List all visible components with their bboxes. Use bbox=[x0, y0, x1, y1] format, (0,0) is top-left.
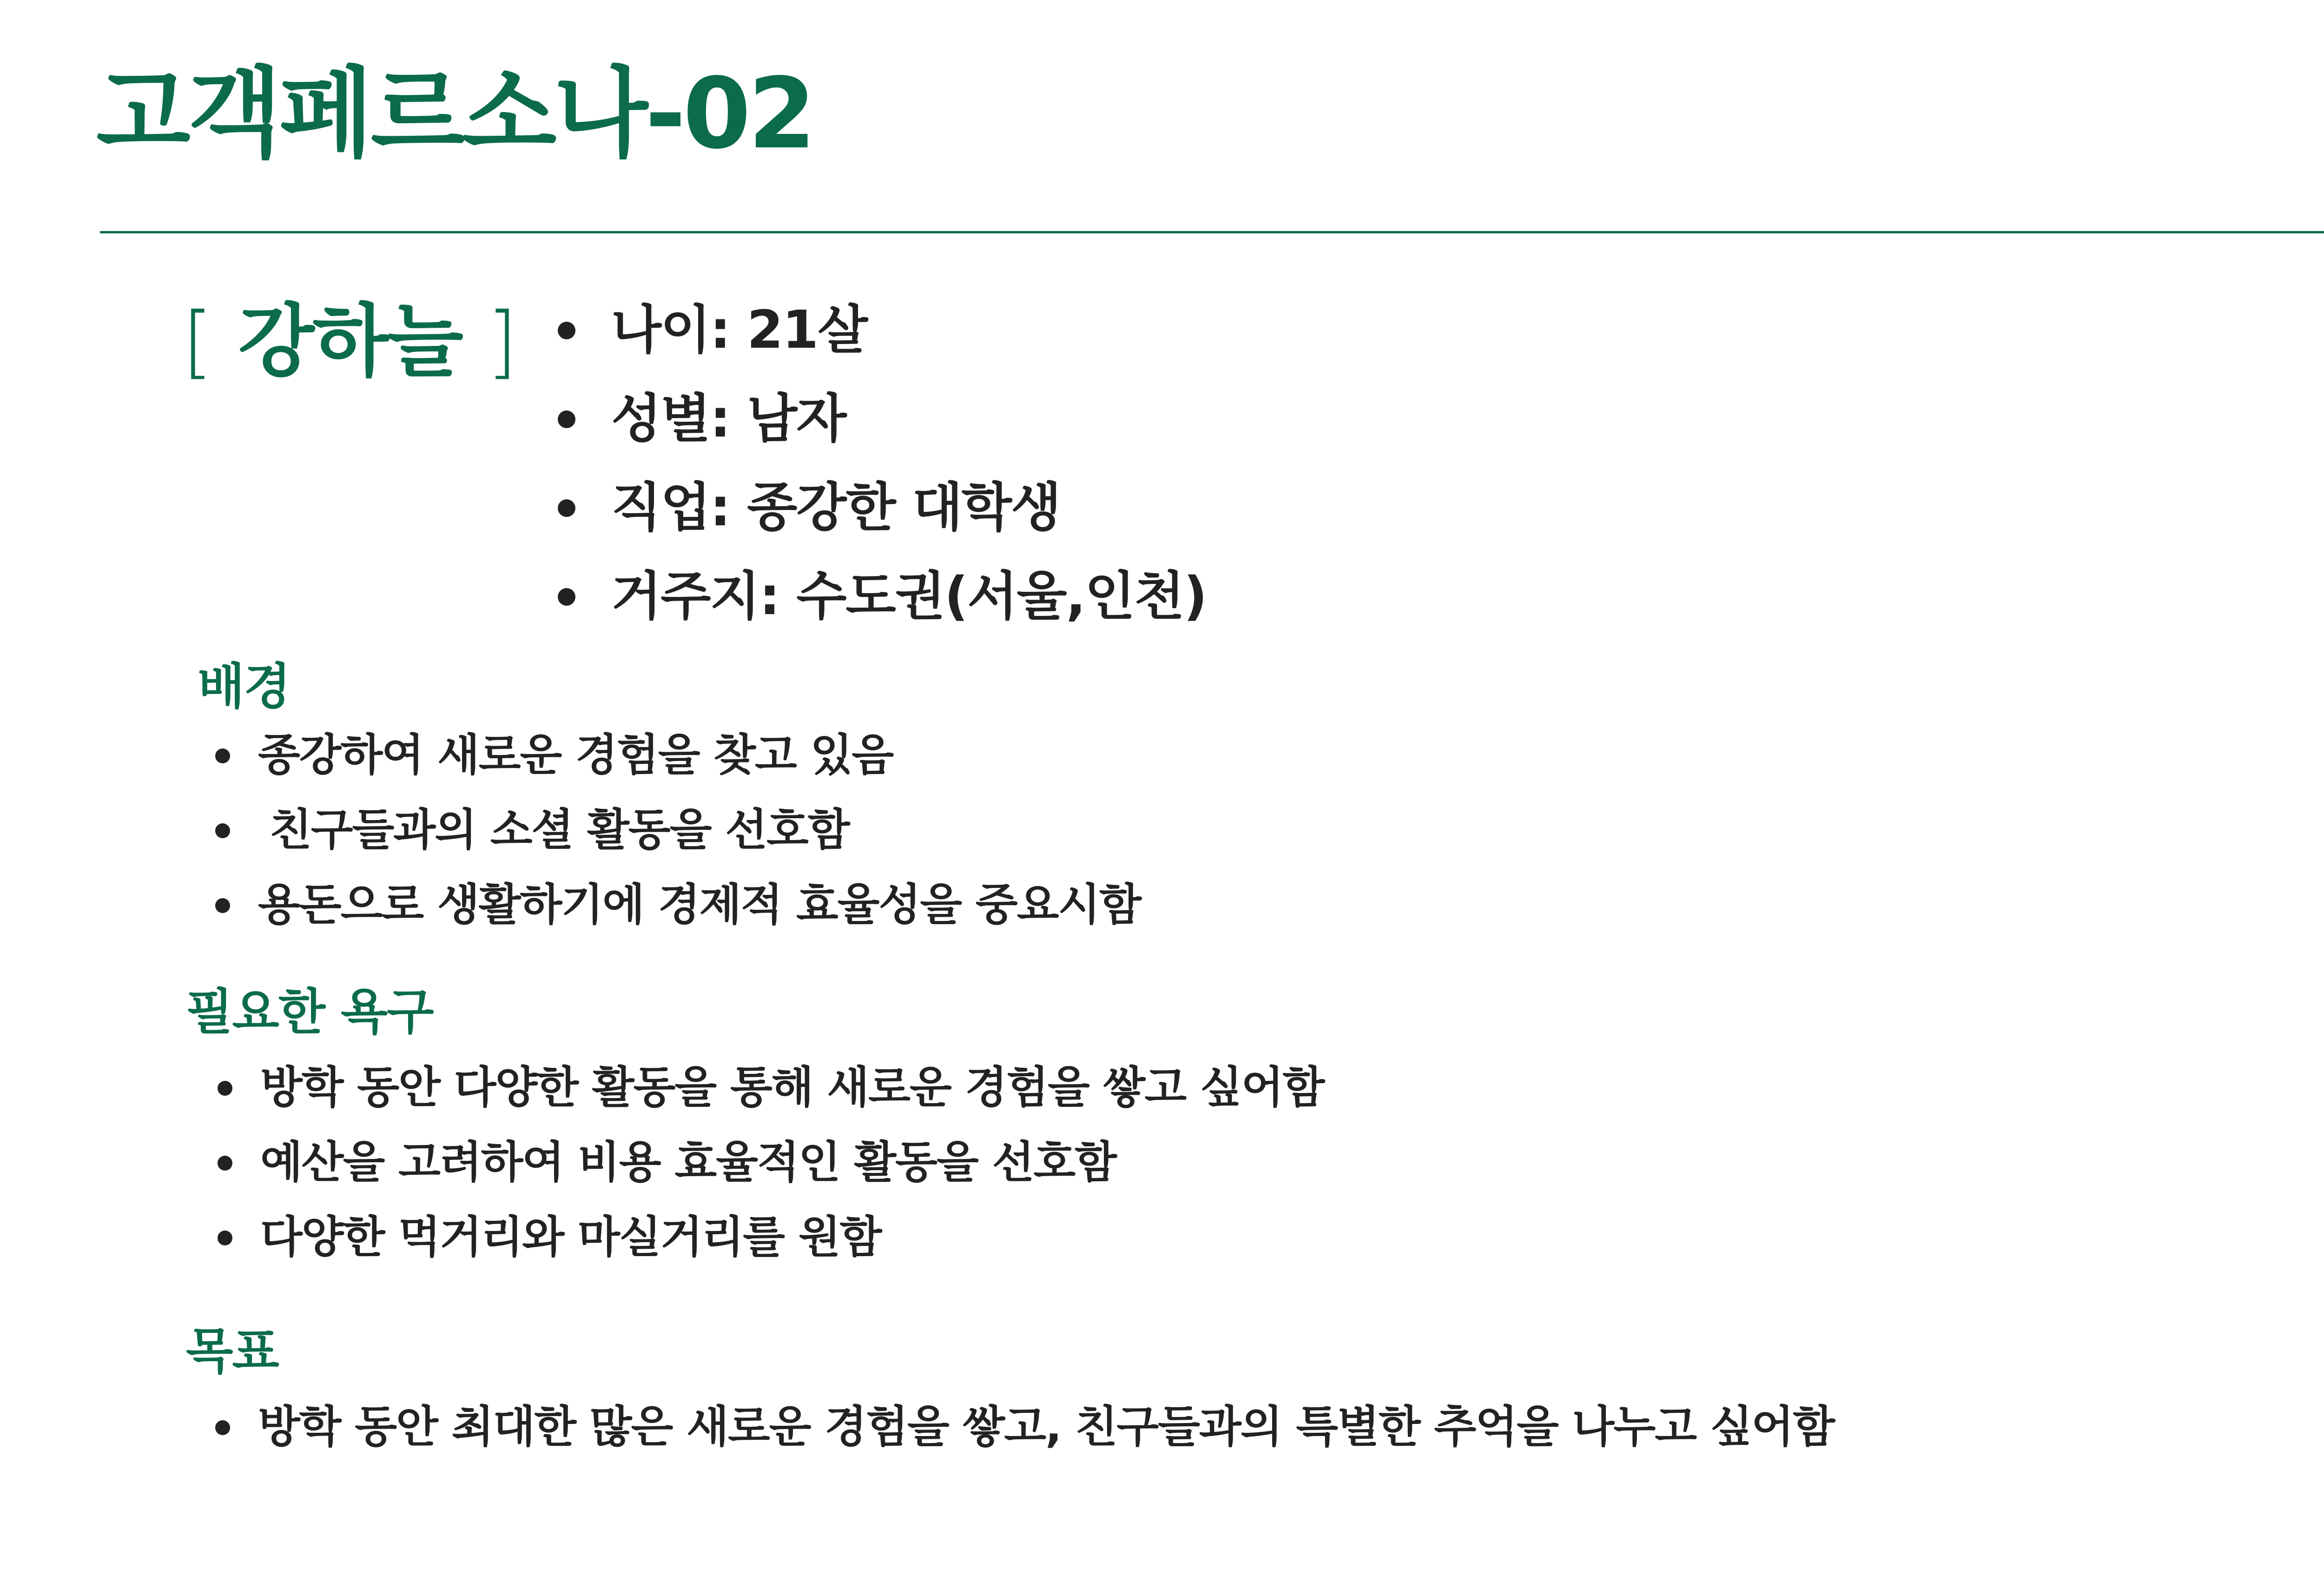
bullet-icon bbox=[558, 410, 575, 428]
goal-list bbox=[211, 1404, 1834, 1479]
name-bracket-open: [ bbox=[182, 296, 213, 388]
header-divider bbox=[100, 231, 2324, 233]
needs-list bbox=[214, 1062, 1324, 1289]
list-item bbox=[553, 477, 1207, 569]
list-item: 방학 동안 최대한 많은 새로운 경험을 쌓고, 친구들과의 특별한 추억을 나누고 싶어함 bbox=[211, 1404, 1834, 1479]
bullet-icon bbox=[215, 748, 230, 763]
bullet-icon bbox=[215, 823, 230, 838]
bullet-icon bbox=[218, 1156, 232, 1171]
bullet-icon bbox=[558, 499, 575, 517]
list-item bbox=[553, 566, 1207, 657]
fact-age: 나이: 21살 bbox=[611, 300, 867, 360]
bullet-icon bbox=[558, 322, 575, 339]
needs-heading: 필요한 욕구 bbox=[186, 984, 433, 1040]
list-item: 종강하여 새로운 경험을 찾고 있음 bbox=[211, 732, 1141, 807]
bullet-icon bbox=[218, 1081, 232, 1096]
persona-name bbox=[182, 296, 518, 388]
fact-residence: 거주지: 수도권(서울,인천) bbox=[611, 566, 1207, 627]
list-item bbox=[553, 391, 1207, 480]
bullet-icon bbox=[218, 1231, 232, 1245]
list-item bbox=[553, 302, 1207, 391]
fact-occupation: 직업: 종강한 대학생 bbox=[611, 477, 1061, 538]
page-title: 고객페르소나-02 bbox=[96, 57, 813, 171]
list-item: 다양한 먹거리와 마실거리를 원함 bbox=[214, 1214, 1324, 1289]
bullet-icon bbox=[215, 898, 230, 913]
persona-facts-list bbox=[553, 302, 1207, 657]
goal-heading: 목표 bbox=[186, 1323, 278, 1380]
list-item: 친구들과의 소셜 활동을 선호함 bbox=[211, 807, 1141, 882]
list-item: 예산을 고려하여 비용 효율적인 활동을 선호함 bbox=[214, 1139, 1324, 1214]
persona-name-text: 강하늘 bbox=[238, 296, 462, 388]
fact-gender: 성별: 남자 bbox=[611, 389, 846, 449]
list-item: 방학 동안 다양한 활동을 통해 새로운 경험을 쌓고 싶어함 bbox=[214, 1065, 1324, 1139]
background-heading: 배경 bbox=[198, 658, 290, 715]
list-item: 용돈으로 생활하기에 경제적 효율성을 중요시함 bbox=[211, 882, 1141, 957]
bullet-icon bbox=[558, 588, 575, 606]
name-bracket-close: ] bbox=[487, 296, 518, 388]
background-list bbox=[211, 732, 1141, 957]
bullet-icon bbox=[215, 1420, 230, 1435]
